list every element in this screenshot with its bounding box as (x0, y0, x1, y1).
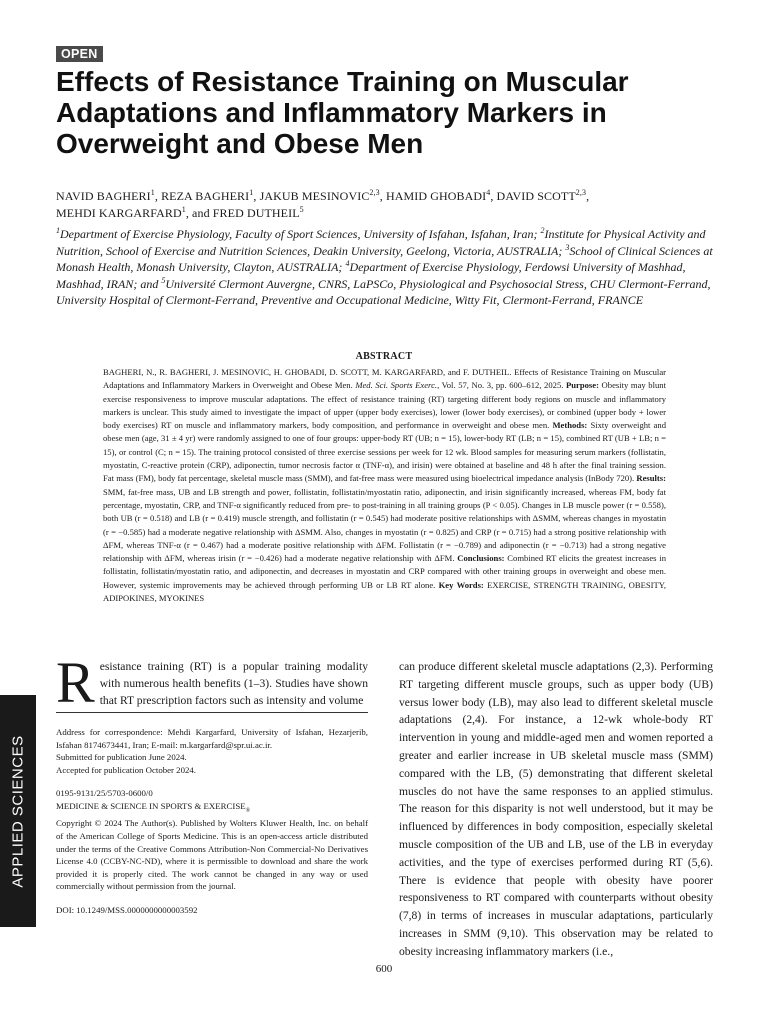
author-separator: , (154, 189, 162, 203)
author-affiliation-mark: 5 (299, 205, 304, 214)
affiliation-mark: 4 (345, 259, 350, 268)
intro-paragraph (56, 650, 368, 715)
doi-link[interactable]: DOI: 10.1249/MSS.0000000000003592 (56, 904, 198, 915)
article-notes (56, 726, 368, 916)
page-number: 600 (375, 963, 393, 975)
drop-cap: R (56, 650, 95, 715)
abstract-body (103, 366, 666, 605)
author-affiliation-mark: 1 (249, 188, 254, 197)
author-name: HAMID GHOBADI (385, 189, 487, 203)
keywords-text: EXERCISE, STRENGTH TRAINING, OBESITY, ADIPOKINES, MYOKINES (103, 579, 666, 604)
affiliation-text: Department of Exercise Physiology, Faculty of Sport Sciences, University of Isfahan, Isfahan, Iran; (60, 227, 541, 241)
author-affiliation-mark: 2,3 (369, 188, 380, 197)
affiliation-text: Department of Exercise Physiology, Ferdowsi University of Mashhad, Mashhad, IRAN; and (56, 260, 686, 291)
methods-text: Sixty overweight and obese men (age, 31 ± 4 yr) were randomly assigned to one of four groups: upper-body RT (UB; n = 15), lower-body RT (LB; n = 15), combined RT (UB + LB; n = 15), or control (C; n = 15). The training protocol consisted of three exercise sessions per week for 12 wk. Blood samples for measuring serum markers (follistatin, myostatin, C-reactive protein (CRP), adiponectin, tumor necrosis factor α (TNF-α), and irisin) were obtained at baseline and 48 h after the final training session. Fat mass (FM), body fat percentage, skeletal muscle mass (SMM), and fat-free mass were measured using bioelectrical impedance analysis (InBody 720). (103, 420, 666, 484)
author-name: NAVID BAGHERI (56, 189, 151, 203)
footnote-divider (56, 712, 368, 713)
section-side-label: APPLIED SCIENCES (9, 734, 27, 888)
issn-note: 0195-9131/25/5703-0600/0 (56, 788, 153, 799)
section-side-tab (0, 695, 36, 927)
open-access-badge: OPEN (56, 46, 103, 62)
author-name: MEHDI KARGARFARD (56, 206, 182, 220)
author-separator: , (586, 189, 590, 203)
affiliation-text: School of Clinical Sciences at Monash Health, Monash University, Clayton, AUSTRALIA; (56, 243, 713, 274)
accepted-note: Accepted for publication October 2024. (56, 764, 196, 775)
journal-name: MEDICINE & SCIENCE IN SPORTS & $EXERCISE_®$ (56, 800, 251, 814)
author-affiliation-mark: 1 (181, 205, 186, 214)
results-text: SMM, fat-free mass, UB and LB strength and power, follistatin, follistatin/myostatin ratio, adiponectin, and irisin significantly increased, whereas FM, body fat percentage, myostatin, CRP, and TNF-α significantly reduced from pre- to post-training in all training groups (P < 0.05). Changes in LB muscle power (r = 0.558), both UB (r = 0.518) and LB (r = 0.419) muscle strength, and follistatin (r = 0.545) had moderate positive relationships with ΔSMM, whereas changes in myostatin (r = −0.585) had a moderate negative relationship with ΔSMM. Also, changes in myostatin (r = 0.825) and CRP (r = 0.715) had a strong positive relationship with ΔFM, whereas TNF-α (r = 0.467) had a moderate positive relationship with ΔFM. Follistatin (r = −0.789) and adiponectin (r = −0.713) had a strong negative relationship with ΔFM, whereas irisin (r = −0.426) had a moderate negative relationship with ΔFM. (103, 486, 666, 564)
abstract-citation: BAGHERI, N., R. BAGHERI, J. MESINOVIC, H. GHOBADI, D. SCOTT, M. KARGARFARD, and F. DUTHEIL. Effects of Resistance Training on Muscular Adaptations and Inflammatory Markers in Overweight and Obese Men. (103, 367, 666, 391)
purpose-label: Purpose: (566, 380, 599, 391)
keywords-label: Key Words: (438, 579, 484, 590)
author-separator: , and (185, 206, 213, 220)
author-name: DAVID SCOTT (496, 189, 576, 203)
affiliation-mark: 3 (565, 242, 570, 252)
author-name: REZA BAGHERI (161, 189, 250, 203)
methods-label: Methods: (552, 420, 588, 431)
affiliation-mark: 1 (56, 226, 60, 235)
abstract-citation-tail: , Vol. 57, No. 3, pp. 600–612, 2025. (437, 380, 566, 391)
conclusions-text: Combined RT elicits the greatest increases in follistatin, follistatin/myostatin ratio, and adiponectin, and decreases in myostatin and CRP compared with other training groups in overweight and obese men. However, systemic improvements may be achieved through performing UB or LB RT alone. (103, 553, 666, 590)
author-name: FRED DUTHEIL (212, 206, 300, 220)
correspondence-note: Address for correspondence: Mehdi Kargarfard, University of Isfahan, Hezarjerib, Isfahan 8174673441, Iran; E-mail: m.kargarfard@spr.ui.ac.ir. (56, 727, 368, 750)
left-column-intro (56, 650, 368, 715)
author-separator: , (253, 189, 260, 203)
right-column-text: can produce different skeletal muscle adaptations (2,3). Performing RT targeting different muscle groups, such as upper body (UB) versus lower body (LB), may also lead to different skeletal muscle adaptations (2,4). For instance, a 12-wk whole-body RT intervention in young and middle-aged men and women reported a greater and earlier increase in UB skeletal muscle mass (SMM) compared with the LB, (5) demonstrating that different skeletal muscles do not have the same responses to an applied stimulus. The reason for this disparity is not well understood, but it may be influenced by differences in body composition, especially skeletal muscle composition of the UB and LB, use of the LB in everyday activities, and the type of exercises performed during RT (5,6). There is evidence that people with obesity have poorer responsiveness to RT compared with counterparts without obesity (7,8) in terms of increases in muscular adaptations, particularly increases in SMM (9,10). This observation may be related to obesity increasing inflammatory markers (i.e., (399, 660, 713, 958)
affiliation-text: Université Clermont Auvergne, CNRS, LaPSCo, Physiological and Psychosocial Stress, CHU Clermont-Ferrand, University Hospital of Clermont-Ferrand, Preventive and Occupational Medicine, Witty Fit, Clermont-Ferrand, FRANCE (56, 276, 711, 307)
author-affiliation-mark: 4 (486, 188, 491, 197)
author-name: JAKUB MESINOVIC (259, 189, 370, 203)
article-title: Effects of Resistance Training on Muscular Adaptations and Inflammatory Markers in Overweight and Obese Men (56, 66, 629, 159)
author-affiliation-mark: 2,3 (575, 188, 587, 197)
trademark-mark: ® (245, 807, 251, 814)
affiliation-mark: 5 (161, 275, 166, 285)
copyright-note: Copyright © 2024 The Author(s). Published by Wolters Kluwer Health, Inc. on behalf of the American College of Sports Medicine. This is an open-access article distributed under the terms of the Creative Commons Attribution-Non Commercial-No Derivatives License 4.0 (CCBY-NC-ND), where it is permissible to download and share the work provided it is properly cited. The work cannot be changed in any way or used commercially without permission from the journal. (56, 818, 368, 892)
author-affiliation-mark: 1 (150, 188, 155, 197)
submitted-note: Submitted for publication June 2024. (56, 752, 187, 763)
affiliation-text: Institute for Physical Activity and Nutrition, School of Exercise and Nutrition Sciences, Deakin University, Geelong, Victoria, AUSTRALIA; (56, 227, 706, 258)
author-separator: , (490, 189, 497, 203)
author-list (56, 188, 716, 222)
conclusions-label: Conclusions: (457, 553, 505, 564)
abstract-journal: Med. Sci. Sports Exerc. (355, 380, 438, 391)
author-separator: , (379, 189, 386, 203)
abstract-heading: ABSTRACT (355, 351, 413, 362)
purpose-text: Obesity may blunt exercise responsiveness to improve muscular adaptations. The effect of resistance training (RT) targeting different body regions on muscle and inflammatory markers is unclear. This study aimed to investigate the impact of upper (upper body exercises), lower (lower body exercises), or combined (upper body + lower body exercises) RT on muscle and inflammatory markers, body composition, and performance in overweight and obese men. (103, 380, 666, 431)
intro-text: esistance training (RT) is a popular training modality with numerous health benefits (1–3). Studies have shown that RT prescription factors such as intensity and volume (99, 660, 368, 707)
results-label: Results: (636, 473, 666, 484)
affiliations (56, 226, 716, 309)
affiliation-mark: 2 (540, 226, 545, 235)
